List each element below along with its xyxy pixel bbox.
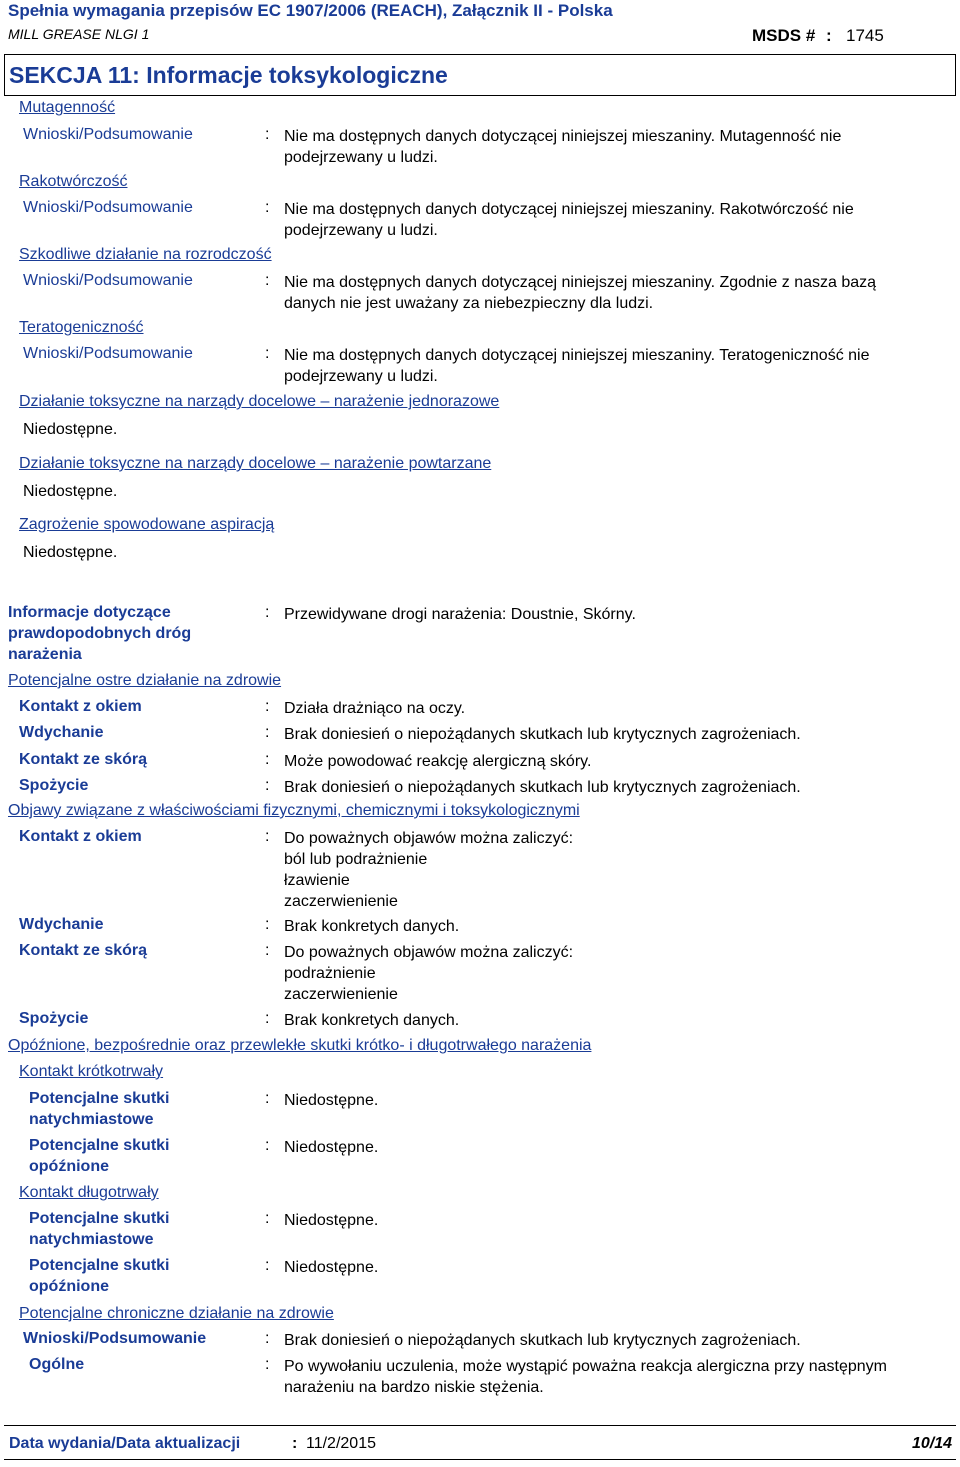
acute-eye-label: Kontakt z okiem (19, 698, 142, 715)
acute-inhalation-colon: : (265, 724, 270, 741)
section-title: SEKCJA 11: Informacje toksykologiczne (9, 62, 448, 88)
footer-top-rule (4, 1425, 956, 1426)
chronic-general-colon: : (265, 1356, 270, 1373)
symptoms-skin-label: Kontakt ze skórą (19, 942, 148, 959)
teratogenicity-colon: : (265, 345, 270, 362)
long-immediate-colon: : (265, 1210, 270, 1227)
symptoms-inhalation-label: Wdychanie (19, 916, 104, 933)
acute-eye-value: Działa drażniąco na oczy. (284, 700, 466, 717)
msds-separator: : (826, 26, 832, 45)
symptoms-skin-line1: Do poważnych objawów można zaliczyć: (284, 944, 574, 961)
stot-repeated-heading: Działanie toksyczne na narządy docelowe – narażenie powtarzane (19, 455, 492, 472)
symptoms-eye-line3: łzawienie (284, 872, 350, 889)
carcinogenicity-value-line1: Nie ma dostępnych danych dotyczącej niniejszej mieszaniny. Rakotwórczość nie (284, 201, 854, 218)
teratogenicity-value-line2: podejrzewany u ludzi. (284, 368, 438, 385)
acute-ingestion-value: Brak doniesień o niepożądanych skutkach lub krytycznych zagrożeniach. (284, 779, 801, 796)
stot-single-heading: Działanie toksyczne na narządy docelowe – narażenie jednorazowe (19, 393, 500, 410)
symptoms-skin-colon: : (265, 942, 270, 959)
reproductive-colon: : (265, 272, 270, 289)
short-immediate-value: Niedostępne. (284, 1092, 379, 1109)
short-delayed-label-line2: opóźnione (29, 1158, 109, 1175)
routes-label-line2: prawdopodobnych dróg (8, 625, 192, 642)
footer-date-label: Data wydania/Data aktualizacji (9, 1435, 241, 1452)
teratogenicity-label: Wnioski/Podsumowanie (23, 345, 193, 362)
mutagenicity-label: Wnioski/Podsumowanie (23, 126, 193, 143)
long-delayed-label-line1: Potencjalne skutki (29, 1257, 170, 1274)
short-immediate-label-line1: Potencjalne skutki (29, 1090, 170, 1107)
long-immediate-label-line1: Potencjalne skutki (29, 1210, 170, 1227)
symptoms-ingestion-value: Brak konkretych danych. (284, 1012, 460, 1029)
routes-colon: : (265, 604, 270, 621)
acute-skin-label: Kontakt ze skórą (19, 751, 148, 768)
chronic-general-label: Ogólne (29, 1356, 85, 1373)
acute-skin-value: Może powodować reakcję alergiczną skóry. (284, 753, 592, 770)
mutagenicity-value-line2: podejrzewany u ludzi. (284, 149, 438, 166)
symptoms-inhalation-value: Brak konkretych danych. (284, 918, 460, 935)
mutagenicity-colon: : (265, 126, 270, 143)
routes-value: Przewidywane drogi narażenia: Doustnie, Skórny. (284, 606, 636, 623)
symptoms-ingestion-label: Spożycie (19, 1010, 89, 1027)
symptoms-inhalation-colon: : (265, 916, 270, 933)
short-immediate-label-line2: natychmiastowe (29, 1111, 154, 1128)
footer-date-separator: : (292, 1435, 298, 1452)
mutagenicity-value-line1: Nie ma dostępnych danych dotyczącej niniejszej mieszaniny. Mutagenność nie (284, 128, 842, 145)
chronic-heading: Potencjalne chroniczne działanie na zdrowie (19, 1305, 334, 1322)
product-name: MILL GREASE NLGI 1 (8, 26, 150, 42)
mutagenicity-heading: Mutagenność (19, 99, 116, 116)
symptoms-eye-colon: : (265, 828, 270, 845)
regulation-header: Spełnia wymagania przepisów EC 1907/2006 (REACH), Załącznik II - Polska (8, 1, 613, 20)
aspiration-value: Niedostępne. (23, 544, 118, 561)
short-immediate-colon: : (265, 1090, 270, 1107)
short-term-heading: Kontakt krótkotrwały (19, 1063, 164, 1080)
acute-inhalation-value: Brak doniesień o niepożądanych skutkach lub krytycznych zagrożeniach. (284, 726, 801, 743)
footer-bottom-rule (4, 1459, 956, 1460)
delayed-heading: Opóźnione, bezpośrednie oraz przewlekłe skutki krótko- i długotrwałego narażenia (8, 1037, 592, 1054)
teratogenicity-heading: Teratogeniczność (19, 319, 144, 336)
carcinogenicity-label: Wnioski/Podsumowanie (23, 199, 193, 216)
chronic-conclusion-colon: : (265, 1330, 270, 1347)
long-delayed-colon: : (265, 1257, 270, 1274)
msds-label: MSDS # (752, 26, 816, 45)
short-delayed-label-line1: Potencjalne skutki (29, 1137, 170, 1154)
symptoms-skin-line2: podrażnienie (284, 965, 376, 982)
reproductive-heading: Szkodliwe działanie na rozrodczość (19, 246, 272, 263)
chronic-general-line1: Po wywołaniu uczulenia, może wystąpić poważna reakcja alergiczna przy następnym (284, 1358, 887, 1375)
acute-eye-colon: : (265, 698, 270, 715)
reproductive-label: Wnioski/Podsumowanie (23, 272, 193, 289)
chronic-conclusion-label: Wnioski/Podsumowanie (23, 1330, 207, 1347)
acute-inhalation-label: Wdychanie (19, 724, 104, 741)
footer-date-value: 11/2/2015 (306, 1435, 376, 1452)
carcinogenicity-colon: : (265, 199, 270, 216)
acute-heading: Potencjalne ostre działanie na zdrowie (8, 672, 282, 689)
symptoms-ingestion-colon: : (265, 1010, 270, 1027)
symptoms-eye-line1: Do poważnych objawów można zaliczyć: (284, 830, 574, 847)
long-delayed-value: Niedostępne. (284, 1259, 379, 1276)
acute-skin-colon: : (265, 751, 270, 768)
routes-label-line3: narażenia (8, 646, 82, 663)
routes-label-line1: Informacje dotyczące (8, 604, 171, 621)
symptoms-heading: Objawy związane z właściwościami fizycznymi, chemicznymi i toksykologicznymi (8, 802, 580, 819)
reproductive-value-line2: danych nie jest uważany za niebezpieczny dla ludzi. (284, 295, 654, 312)
msds-number: 1745 (846, 26, 884, 45)
teratogenicity-value-line1: Nie ma dostępnych danych dotyczącej niniejszej mieszaniny. Teratogeniczność nie (284, 347, 870, 364)
page-number: 10/14 (912, 1435, 953, 1452)
acute-ingestion-label: Spożycie (19, 777, 89, 794)
aspiration-heading: Zagrożenie spowodowane aspiracją (19, 516, 275, 533)
carcinogenicity-value-line2: podejrzewany u ludzi. (284, 222, 438, 239)
long-delayed-label-line2: opóźnione (29, 1278, 109, 1295)
symptoms-eye-line4: zaczerwienienie (284, 893, 398, 910)
long-term-heading: Kontakt długotrwały (19, 1184, 159, 1201)
short-delayed-colon: : (265, 1137, 270, 1154)
long-immediate-label-line2: natychmiastowe (29, 1231, 154, 1248)
symptoms-eye-label: Kontakt z okiem (19, 828, 142, 845)
short-delayed-value: Niedostępne. (284, 1139, 379, 1156)
symptoms-skin-line3: zaczerwienienie (284, 986, 398, 1003)
stot-single-value: Niedostępne. (23, 421, 118, 438)
stot-repeated-value: Niedostępne. (23, 483, 118, 500)
acute-ingestion-colon: : (265, 777, 270, 794)
reproductive-value-line1: Nie ma dostępnych danych dotyczącej niniejszej mieszaniny. Zgodnie z nasza bazą (284, 274, 877, 291)
long-immediate-value: Niedostępne. (284, 1212, 379, 1229)
symptoms-eye-line2: ból lub podrażnienie (284, 851, 428, 868)
chronic-general-line2: narażeniu na bardzo niskie stężenia. (284, 1379, 544, 1396)
carcinogenicity-heading: Rakotwórczość (19, 173, 128, 190)
chronic-conclusion-value: Brak doniesień o niepożądanych skutkach lub krytycznych zagrożeniach. (284, 1332, 801, 1349)
